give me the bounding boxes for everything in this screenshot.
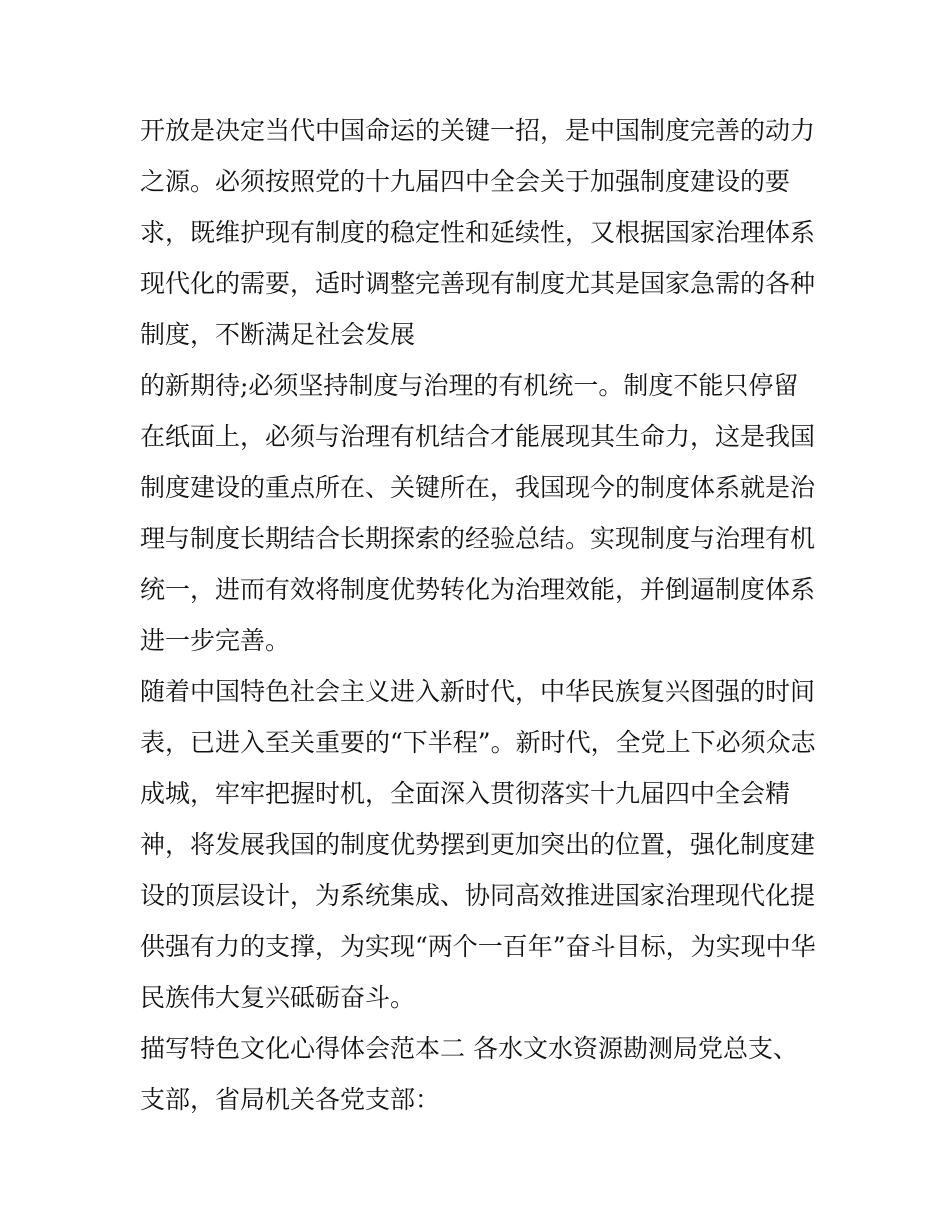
text-line: 的新期待;必须坚持制度与治理的有机统一。制度不能只停留 (140, 371, 799, 400)
text-line: 民族伟大复兴砥砺奋斗。 (140, 983, 416, 1012)
text-line: 求，既维护现有制度的稳定性和延续性，又根据国家治理体系 (140, 218, 816, 247)
text-line: 神，将发展我国的制度优势摆到更加突出的位置，强化制度建 (140, 830, 816, 859)
text-line: 表，已进入至关重要的“下半程”。新时代，全党上下必须众志 (140, 728, 816, 757)
text-line: 开放是决定当代中国命运的关键一招，是中国制度完善的动力 (140, 116, 816, 145)
text-line: 成城，牢牢把握时机，全面深入贯彻落实十九届四中全会精 (140, 779, 791, 808)
text-line: 统一，进而有效将制度优势转化为治理效能，并倒逼制度体系 (140, 575, 816, 604)
text-line: 在纸面上，必须与治理有机结合才能展现其生命力，这是我国 (140, 422, 816, 451)
text-line: 制度建设的重点所在、关键所在，我国现今的制度体系就是治 (140, 473, 816, 502)
text-line: 现代化的需要，适时调整完善现有制度尤其是国家急需的各种 (140, 269, 816, 298)
text-line: 理与制度长期结合长期探索的经验总结。实现制度与治理有机 (140, 524, 816, 553)
text-line: 之源。必须按照党的十九届四中全会关于加强制度建设的要 (140, 167, 791, 196)
text-line: 供强有力的支撑，为实现“两个一百年”奋斗目标，为实现中华 (140, 932, 816, 961)
text-line: 制度，不断满足社会发展 (140, 320, 416, 349)
text-line: 进一步完善。 (140, 626, 291, 655)
text-line: 支部，省局机关各党支部： (140, 1085, 441, 1114)
text-line: 设的顶层设计，为系统集成、协同高效推进国家治理现代化提 (140, 881, 816, 910)
text-line: 描写特色文化心得体会范本二 各水文水资源勘测局党总支、 (140, 1034, 798, 1063)
text-line: 随着中国特色社会主义进入新时代，中华民族复兴图强的时间 (140, 677, 816, 706)
document-body (140, 105, 820, 1125)
